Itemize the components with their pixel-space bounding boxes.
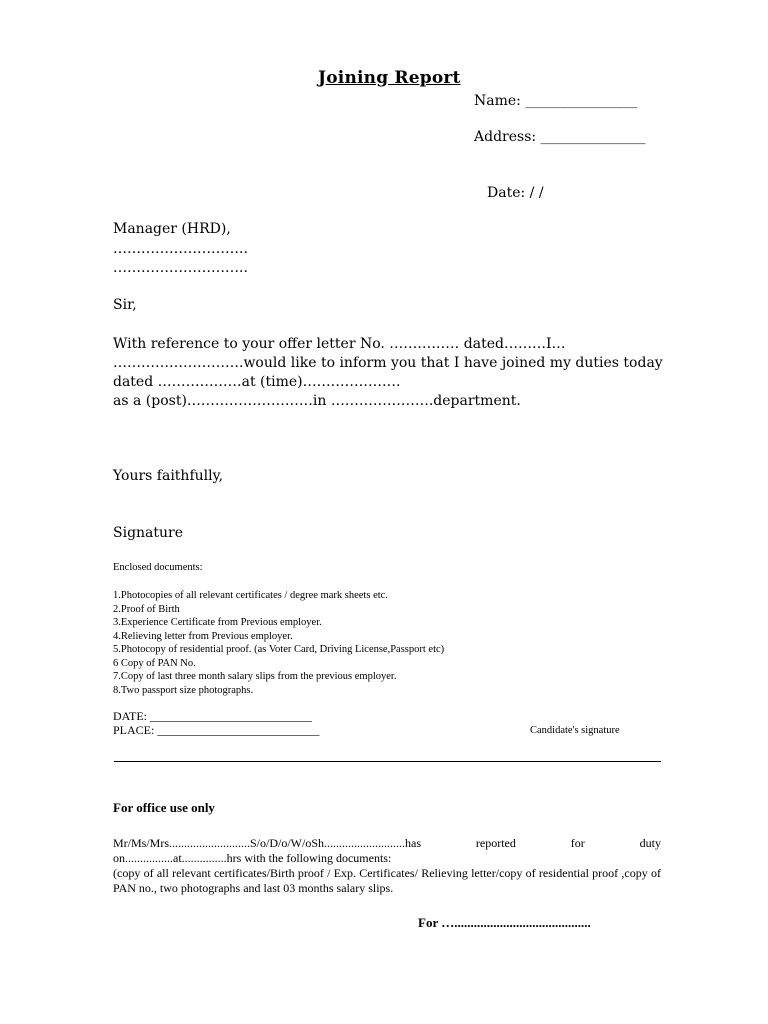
closing: Yours faithfully, bbox=[113, 468, 224, 484]
list-item: 3.Experience Certificate from Previous employer. bbox=[113, 617, 322, 628]
office-row-2: on................at...............hrs with the following documents: bbox=[113, 851, 392, 865]
list-item: 7.Copy of last three month salary slips from the previous employer. bbox=[113, 671, 397, 682]
office-row-1-part-1: Mr/Ms/Mrs...........................S/o/D/o/W/oSh...........................has bbox=[113, 836, 422, 850]
office-row-1-part-4: duty bbox=[639, 836, 661, 850]
signature-label: Signature bbox=[113, 525, 184, 541]
list-item: 5.Photocopy of residential proof. (as Voter Card, Driving License,Passport etc) bbox=[113, 644, 445, 655]
office-documents-paragraph: (copy of all relevant certificates/Birth proof / Exp. Certificates/ Relieving letter/copy of residential proof ,copy of PAN no., two photographs and last 03 months salary slips. bbox=[113, 866, 661, 895]
enclosed-heading: Enclosed documents: bbox=[113, 562, 203, 573]
document-title: Joining Report bbox=[318, 68, 461, 88]
address-field: Address: _______________ bbox=[474, 129, 646, 145]
candidate-signature-label: Candidate's signature bbox=[530, 725, 620, 736]
body-line-3: dated ………………at (time)………………… bbox=[113, 374, 401, 390]
list-item: 8.Two passport size photographs. bbox=[113, 684, 254, 696]
body-line-4: as a (post)………………………in ………………….department. bbox=[113, 393, 521, 409]
candidate-place-field: PLACE: ___________________________ bbox=[113, 723, 320, 737]
list-item: 4.Relieving letter from Previous employer. bbox=[113, 630, 293, 642]
office-use-heading: For office use only bbox=[113, 800, 215, 815]
candidate-date-field: DATE: ___________________________ bbox=[113, 709, 312, 723]
section-divider bbox=[114, 761, 661, 762]
for-signature-line: For ….......................................... bbox=[418, 915, 591, 930]
enclosed-list bbox=[113, 589, 444, 697]
list-item: 1.Photocopies of all relevant certificates / degree mark sheets etc. bbox=[113, 590, 388, 601]
body-line-1: With reference to your offer letter No. …………… dated………I… bbox=[113, 336, 566, 352]
list-item: 6 Copy of PAN No. bbox=[113, 657, 196, 669]
list-item: 2.Proof of Birth bbox=[113, 603, 180, 615]
office-row-1-part-3: for bbox=[570, 836, 585, 850]
office-row-1 bbox=[113, 836, 661, 851]
salutation: Sir, bbox=[113, 297, 137, 313]
office-row-1-part-2: reported bbox=[475, 836, 516, 850]
recipient-line-3: ……………………….. bbox=[113, 260, 248, 276]
date-field: Date: / / bbox=[487, 185, 544, 201]
name-field: Name: ________________ bbox=[474, 93, 638, 109]
recipient-line-2: ……………………….. bbox=[113, 241, 248, 257]
body-line-2: ……………………….would like to inform you that I have joined my duties today bbox=[113, 355, 663, 371]
recipient-title: Manager (HRD), bbox=[113, 221, 231, 237]
